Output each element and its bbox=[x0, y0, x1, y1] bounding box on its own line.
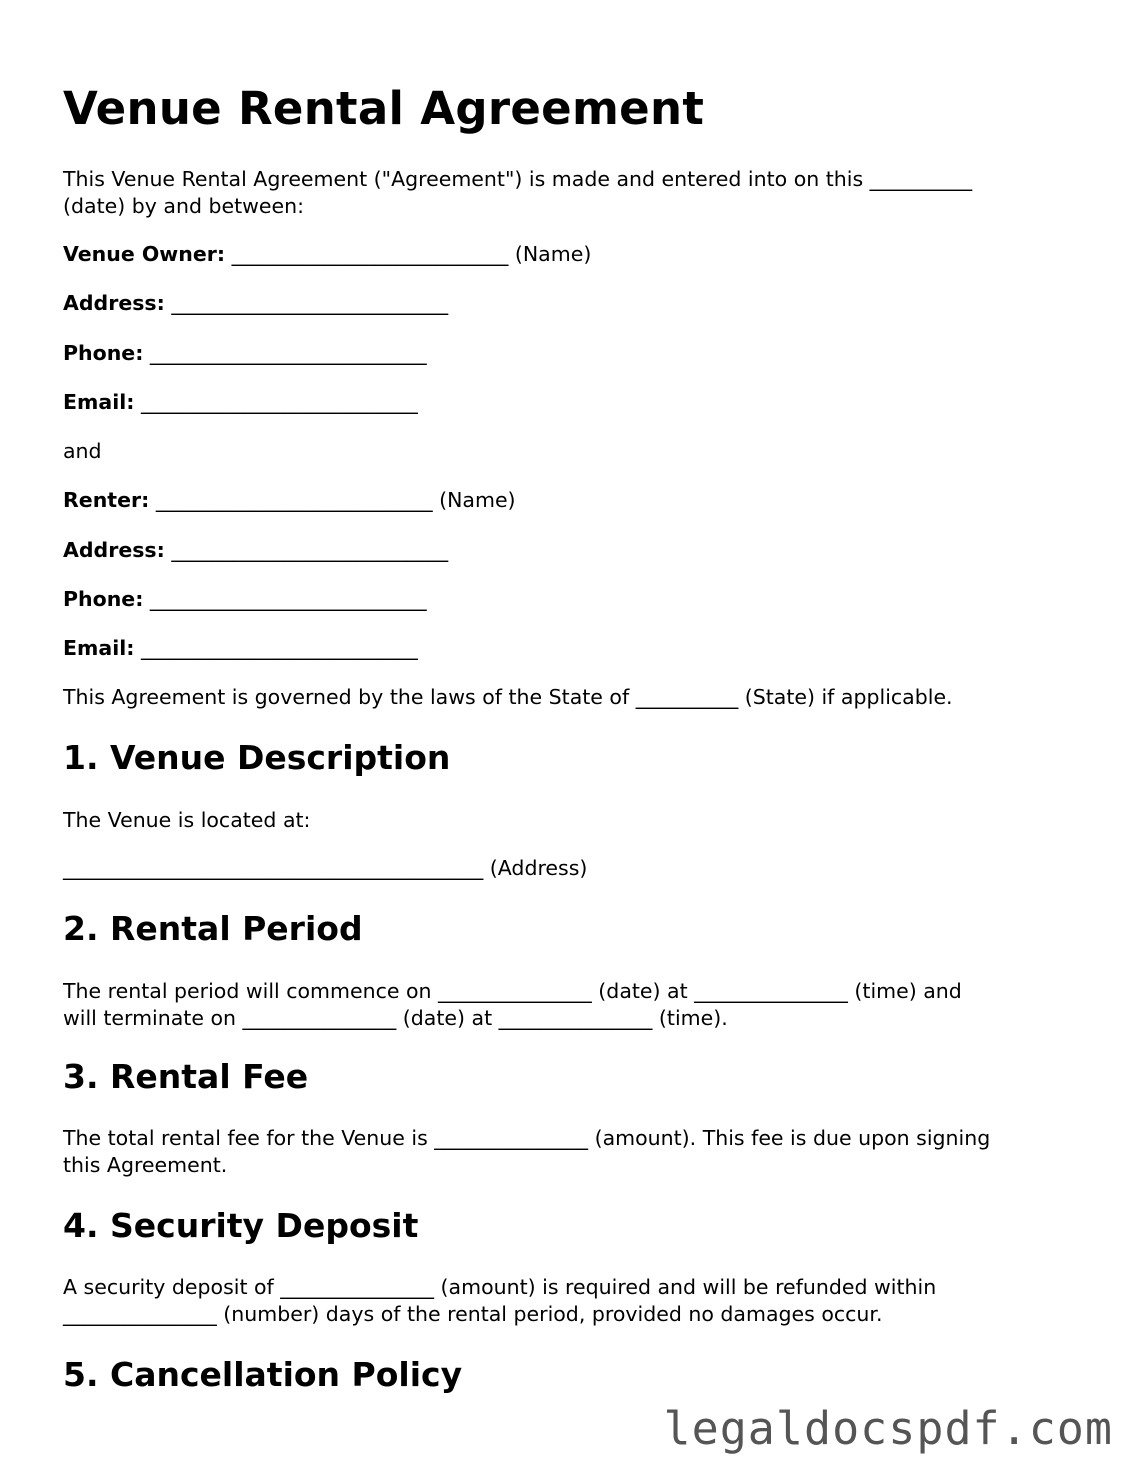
section-3-line-2: this Agreement. bbox=[63, 1153, 228, 1177]
document-title: Venue Rental Agreement bbox=[63, 82, 705, 135]
owner-phone-field bbox=[63, 340, 427, 367]
renter-phone-blank: ___________________________ bbox=[143, 587, 427, 611]
section-5-heading: 5. Cancellation Policy bbox=[63, 1355, 463, 1394]
section-3-line-1: The total rental fee for the Venue is _______________ (amount). This fee is due upon signing bbox=[63, 1126, 991, 1150]
renter-phone-field bbox=[63, 586, 427, 613]
section-2-heading: 2. Rental Period bbox=[63, 909, 363, 948]
governing-law-text: This Agreement is governed by the laws of the State of __________ (State) if applicable. bbox=[63, 685, 953, 709]
renter-address-label: Address: bbox=[63, 538, 165, 562]
intro-line-2: (date) by and between: bbox=[63, 194, 305, 218]
renter-address-blank: ___________________________ bbox=[164, 538, 449, 562]
renter-email-label: Email: bbox=[63, 636, 135, 660]
owner-name-label: Venue Owner: bbox=[63, 242, 226, 266]
owner-phone-label: Phone: bbox=[63, 341, 144, 365]
and-text: and bbox=[63, 439, 102, 463]
renter-email-field bbox=[63, 635, 418, 662]
owner-address-blank: ___________________________ bbox=[164, 291, 449, 315]
owner-email-blank: ___________________________ bbox=[134, 390, 418, 414]
renter-name-label: Renter: bbox=[63, 488, 150, 512]
renter-address-field bbox=[63, 537, 448, 564]
section-1-heading: 1. Venue Description bbox=[63, 738, 451, 777]
renter-email-blank: ___________________________ bbox=[134, 636, 418, 660]
owner-address-label: Address: bbox=[63, 291, 165, 315]
watermark: legaldocspdf.com bbox=[663, 1402, 1113, 1455]
renter-phone-label: Phone: bbox=[63, 587, 144, 611]
renter-name-field bbox=[63, 487, 516, 514]
section-1-line-2: _________________________________________ (Address) bbox=[63, 856, 588, 880]
section-1-line-1: The Venue is located at: bbox=[63, 808, 311, 832]
owner-name-field bbox=[63, 241, 591, 268]
owner-email-label: Email: bbox=[63, 390, 135, 414]
section-3-heading: 3. Rental Fee bbox=[63, 1057, 309, 1096]
section-4-heading: 4. Security Deposit bbox=[63, 1206, 419, 1245]
section-2-line-2: will terminate on _______________ (date) at _______________ (time). bbox=[63, 1006, 728, 1030]
renter-name-blank: ___________________________ (Name) bbox=[149, 488, 516, 512]
intro-line-1: This Venue Rental Agreement ("Agreement") is made and entered into on this __________ bbox=[63, 167, 973, 191]
owner-address-field bbox=[63, 290, 448, 317]
section-4-line-1: A security deposit of _______________ (amount) is required and will be refunded within bbox=[63, 1275, 937, 1299]
section-4-line-2: _______________ (number) days of the rental period, provided no damages occur. bbox=[63, 1302, 883, 1326]
section-2-line-1: The rental period will commence on _______________ (date) at _______________ (time) and bbox=[63, 979, 962, 1003]
owner-email-field bbox=[63, 389, 418, 416]
owner-phone-blank: ___________________________ bbox=[143, 341, 427, 365]
owner-name-blank: ___________________________ (Name) bbox=[225, 242, 592, 266]
